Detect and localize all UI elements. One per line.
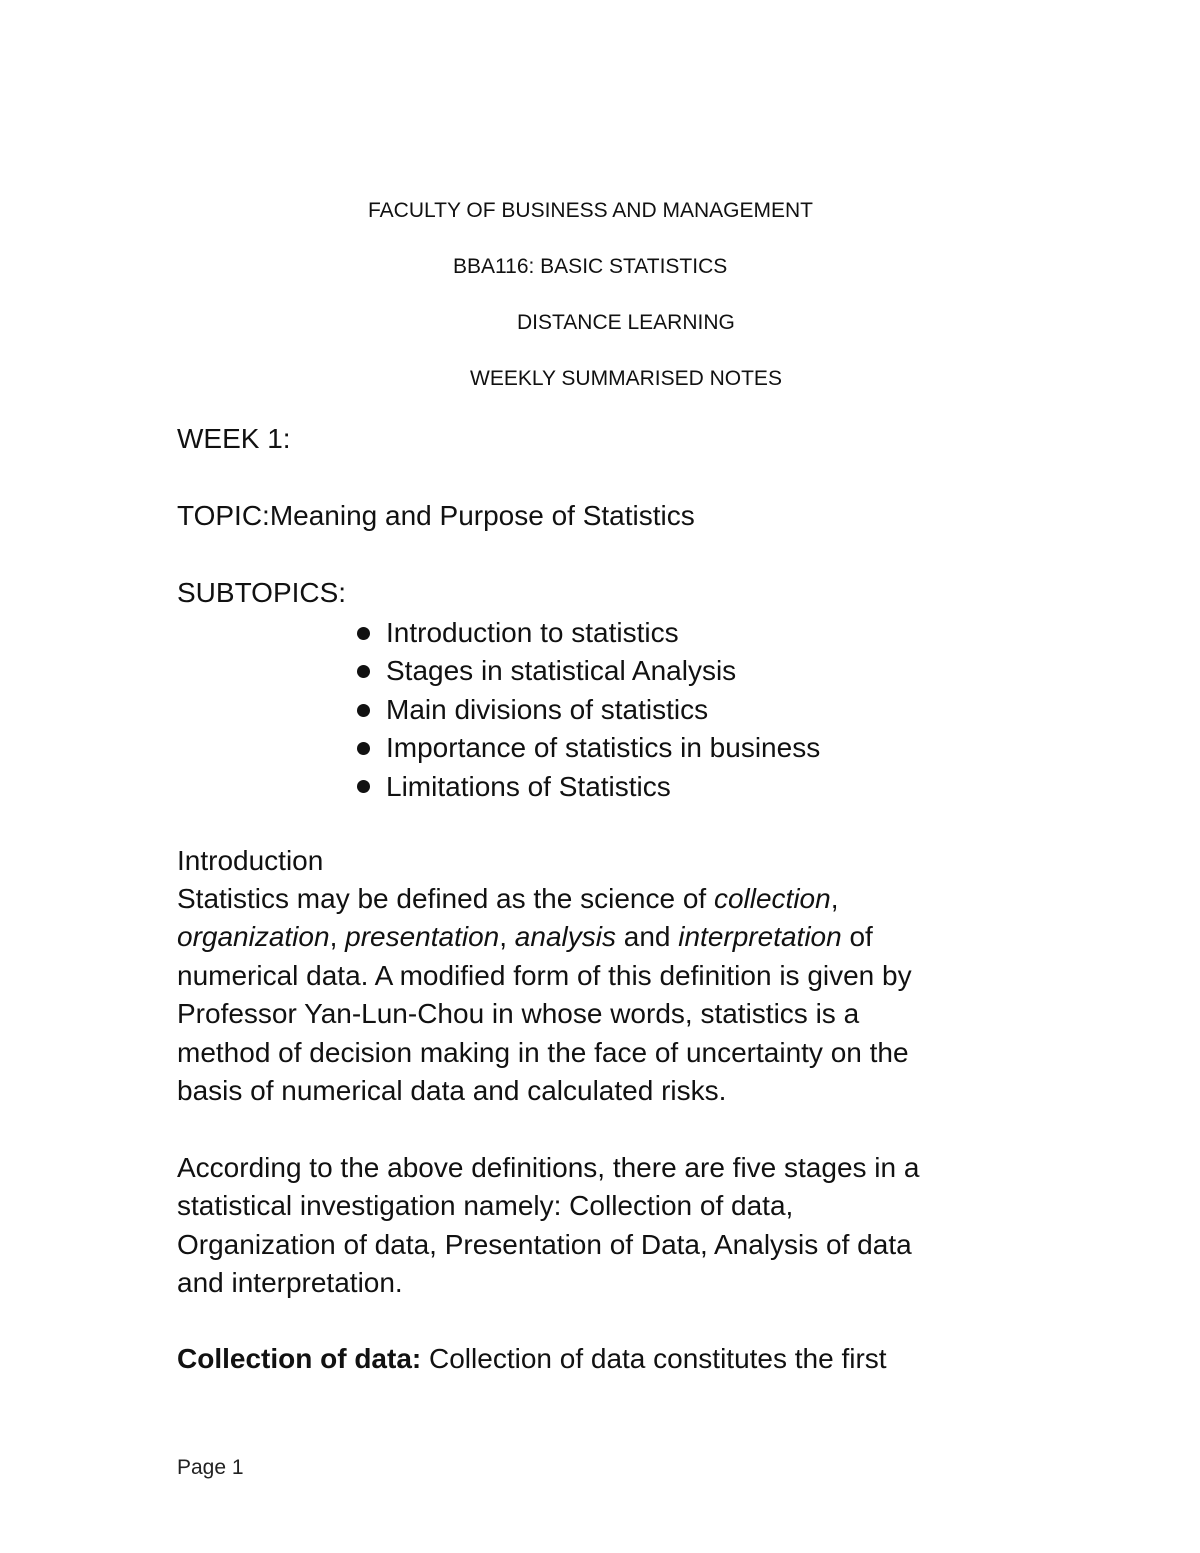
subtopic-label: Limitations of Statistics	[386, 770, 671, 802]
paragraph-line: Organization of data, Presentation of Data, Analysis of data	[177, 1228, 912, 1260]
faculty-title: FACULTY OF BUSINESS AND MANAGEMENT	[368, 199, 813, 222]
subtopic-label: Main divisions of statistics	[386, 693, 709, 725]
introduction-paragraph	[177, 880, 1037, 1110]
paragraph-line: numerical data. A modified form of this definition is given by	[177, 959, 912, 991]
text-run: of	[841, 921, 873, 953]
page-number: Page 1	[177, 1456, 244, 1479]
course-title: BBA116: BASIC STATISTICS	[453, 255, 728, 278]
list-item	[354, 729, 820, 767]
list-item	[354, 614, 820, 652]
emphasis-text: organization	[177, 921, 330, 953]
collection-term: Collection of data:	[177, 1343, 422, 1374]
bullet-icon	[357, 704, 370, 717]
collection-paragraph	[177, 1340, 1037, 1378]
paragraph-line: and interpretation.	[177, 1267, 403, 1299]
subtopics-heading: SUBTOPICS:	[177, 577, 347, 608]
list-item	[354, 691, 820, 729]
emphasis-text: analysis	[514, 921, 616, 953]
week-heading: WEEK 1:	[177, 423, 291, 454]
list-item	[354, 652, 820, 690]
paragraph-line: According to the above definitions, there are five stages in a	[177, 1152, 920, 1183]
emphasis-text: interpretation	[678, 921, 842, 953]
text-run: Statistics may be defined as the science of	[177, 883, 714, 914]
notes-title: WEEKLY SUMMARISED NOTES	[470, 367, 782, 390]
paragraph-line	[177, 880, 1037, 918]
bullet-icon	[357, 780, 370, 793]
delivery-mode: DISTANCE LEARNING	[517, 311, 735, 334]
subtopic-label: Stages in statistical Analysis	[386, 655, 737, 687]
stages-paragraph	[177, 1149, 1037, 1303]
list-item	[354, 768, 820, 806]
text-run: Collection of data constitutes the first	[421, 1343, 887, 1374]
subtopic-label: Introduction to statistics	[386, 617, 679, 648]
text-run: and	[615, 921, 679, 953]
emphasis-text: presentation	[345, 921, 500, 953]
subtopics-list	[354, 614, 820, 806]
emphasis-text: collection	[713, 883, 831, 914]
paragraph-line: method of decision making in the face of uncertainty on the	[177, 1036, 909, 1068]
text-run: ,	[499, 921, 515, 953]
paragraph-line: Professor Yan-Lun-Chou in whose words, statistics is a	[177, 998, 860, 1030]
topic-heading: TOPIC:Meaning and Purpose of Statistics	[177, 500, 695, 531]
bullet-icon	[357, 742, 370, 755]
text-run: ,	[830, 883, 839, 914]
paragraph-line	[177, 918, 1037, 956]
bullet-icon	[357, 665, 370, 678]
bullet-icon	[357, 627, 370, 640]
text-run: ,	[329, 921, 346, 953]
paragraph-line: statistical investigation namely: Collection of data,	[177, 1190, 794, 1222]
paragraph-line: basis of numerical data and calculated risks.	[177, 1075, 727, 1107]
subtopic-label: Importance of statistics in business	[386, 732, 821, 764]
introduction-heading: Introduction	[177, 845, 324, 876]
